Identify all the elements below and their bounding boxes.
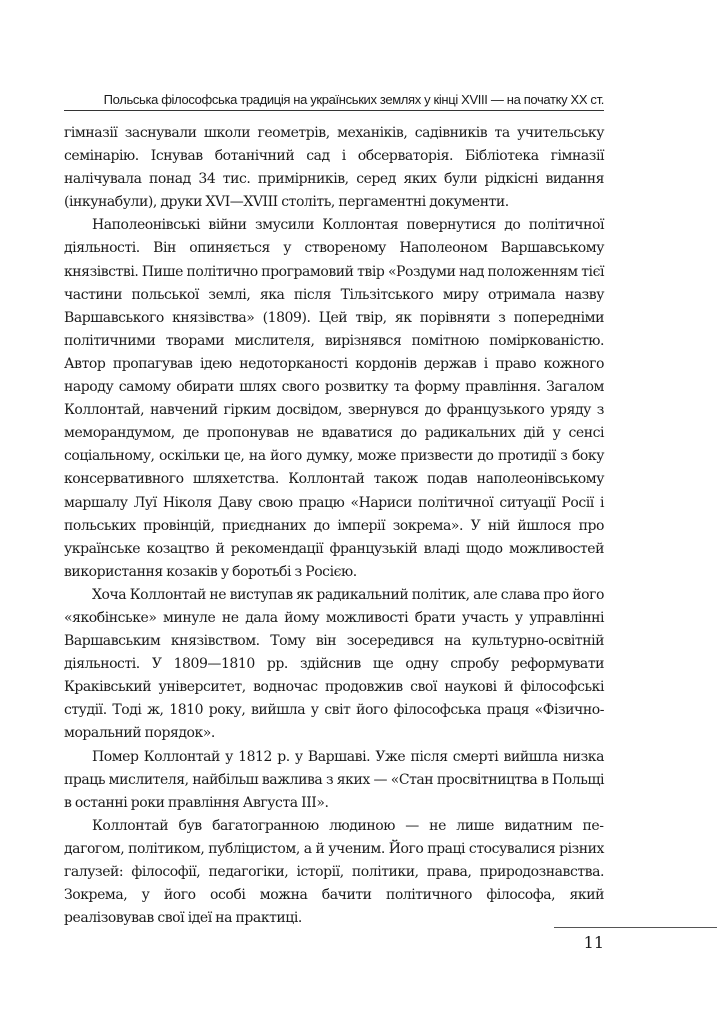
paragraph: Наполеонівські війни змусили Коллонтая повернутися до політичної діяльності. Він опиняється у створеному Наполеоном Варшавському князівстві. Пише політично програмовий твір «Роздуми над положенням тієї частини польської землі, яка після Тільзітського миру отримала назву Варшавського князівства» (1809). Цей твір, як порівняти з попередніми політичними творами мислителя, вирізнявся помітною поміркованістю. Автор пропагував ідею недоторканості кордонів держав і право кожного народу самому обирати шлях свого розвитку та форму правління. Загалом Коллонтай, навчений гірким досвідом, звернувся до французького уряду з меморандумом, де пропонував не вдаватися до радикальних дій у сенсі соціальному, оскільки це, на його думку, може призвести до протидії з боку консервативного шляхетства. Коллонтай також подав наполеонівському маршалу Луї Ніколя Даву свою працю «Нариси політичної ситуації Росії і польських провінцій, приєднаних до імперії зокрема». У ній йшлося про українське козацтво й рекомендації французькій владі щодо можливостей використання козаків у боротьбі з Росією.	[64, 217, 604, 580]
running-header: Польська філософська традиція на українських землях у кінці XVIII — на початку XX ст.	[103, 92, 604, 107]
body-text	[64, 122, 604, 930]
paragraph: Помер Коллонтай у 1812 р. у Варшаві. Уже після смерті вийшла низка праць мислителя, найбільш важлива з яких — «Стан просвітництва в Польщі в останні роки правління Августа III».	[64, 748, 604, 811]
paragraph: Коллонтай був багатогранною людиною — не лише видатним педагогом, політиком, публіцистом, а й ученим. Його праці стосувалися різних галузей: філософії, педагогіки, історії, політики, права, природознавства. Зокрема, у його особі можна бачити політичного філософа, який реалізовував свої ідеї на практиці.	[64, 817, 604, 927]
paragraph: гімназії заснували школи геометрів, механіків, садівників та учительську семінарію. Існував ботанічний сад і обсерваторія. Бібліотека гімназії налічувала понад 34 тис. примірників, серед яких були рідкісні видання (інкунабули), друки XVI—XVIII століть, пергаментні документи.	[64, 125, 604, 211]
page-number: 11	[583, 933, 604, 952]
paragraph: Хоча Коллонтай не виступав як радикальний політик, але слава про його «якобінське» минуле не дала йому можливості брати участь у управлінні Варшавським князівством. Тому він зосередився на культурно-освітній діяльності. У 1809—1810 рр. здійснив ще одну спробу реформувати Краківський університет, водночас продовжив свої наукові й філософські студії. Тоді ж, 1810 року, вийшла у світ його філософська праця «Фізично-моральний порядок».	[64, 586, 604, 742]
header-divider	[64, 110, 604, 111]
footer-divider	[554, 927, 717, 928]
